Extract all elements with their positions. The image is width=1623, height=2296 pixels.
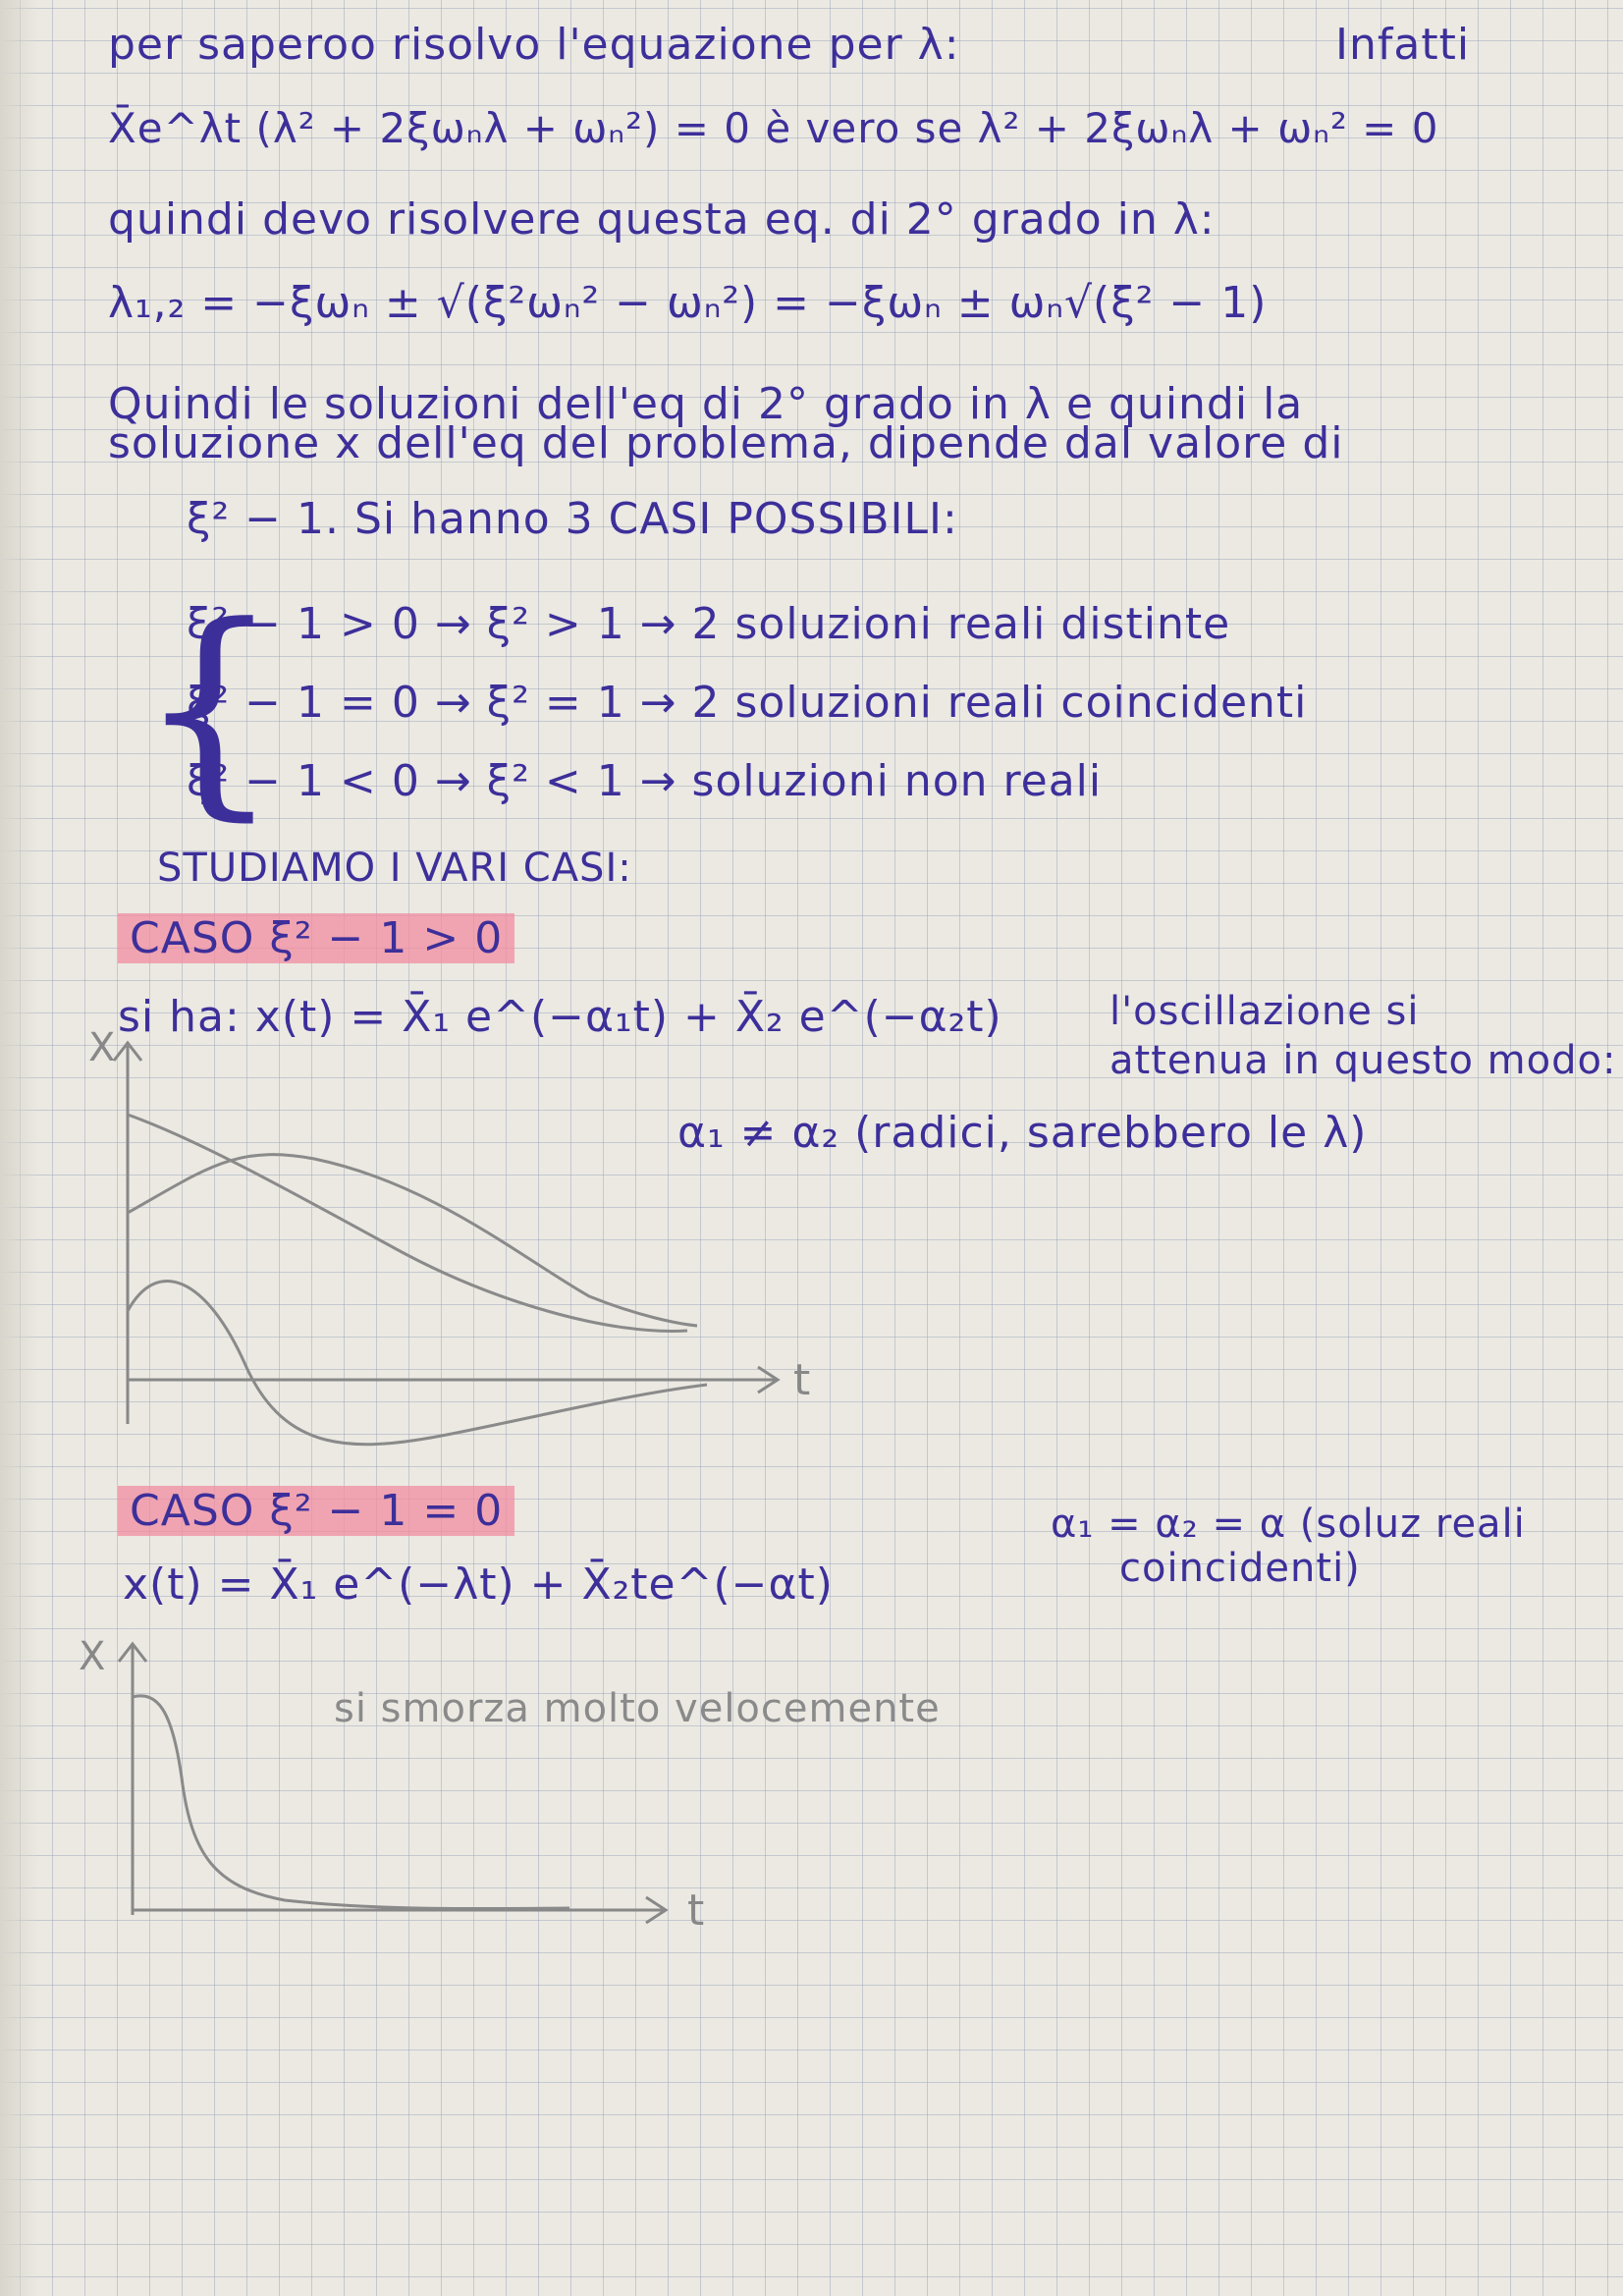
case-condition-2: ξ² − 1 = 0 → ξ² = 1 → 2 soluzioni reali coincidenti [187, 678, 1308, 728]
case1-title [118, 915, 514, 962]
case-condition-1: ξ² − 1 > 0 → ξ² > 1 → 2 soluzioni reali distinte [187, 599, 1231, 649]
section-heading: STUDIAMO I VARI CASI: [157, 846, 632, 891]
text-line-1b: Infatti [1335, 20, 1471, 70]
text-line-3: quindi devo risolvere questa eq. di 2° grado in λ: [108, 194, 1216, 245]
case1-note-1: l'oscillazione si [1109, 989, 1420, 1034]
cases-brace: { [137, 578, 282, 841]
case1-graph [59, 1021, 864, 1483]
case1-curve-2 [128, 1155, 697, 1326]
case1-x-label: t [793, 1355, 811, 1405]
case2-title [118, 1488, 514, 1535]
text-line-6: soluzione x dell'eq del problema, dipende dal valore di [108, 418, 1344, 468]
text-line-7: ξ² − 1. Si hanno 3 CASI POSSIBILI: [187, 494, 958, 544]
text-line-5: Quindi le soluzioni dell'eq di 2° grado in λ e quindi la [108, 379, 1304, 429]
case1-title-highlight: CASO ξ² − 1 > 0 [118, 913, 514, 963]
case2-note-2: coincidenti) [1119, 1546, 1361, 1591]
case2-title-highlight: CASO ξ² − 1 = 0 [118, 1486, 514, 1536]
case2-caption: si smorza molto velocemente [334, 1686, 941, 1731]
case1-curve-1 [128, 1115, 687, 1331]
case2-graph [59, 1630, 746, 1954]
case1-note-3: α₁ ≠ α₂ (radici, sarebbero le λ) [677, 1108, 1368, 1158]
case1-y-label: X [88, 1025, 116, 1070]
case1-formula: si ha: x(t) = X̄₁ e^(−α₁t) + X̄₂ e^(−α₂t) [118, 992, 1002, 1042]
case2-formula: x(t) = X̄₁ e^(−λt) + X̄₂te^(−αt) [123, 1559, 834, 1610]
text-line-1: per saperoo risolvo l'equazione per λ: [108, 20, 960, 70]
case2-x-label: t [687, 1886, 705, 1936]
text-line-4: λ₁,₂ = −ξωₙ ± √(ξ²ωₙ² − ωₙ²) = −ξωₙ ± ωₙ√(ξ² − 1) [108, 278, 1268, 328]
case1-note-2: attenua in questo modo: [1109, 1038, 1617, 1083]
text-line-2: X̄e^λt (λ² + 2ξωₙλ + ωₙ²) = 0 è vero se λ² + 2ξωₙλ + ωₙ² = 0 [108, 104, 1439, 152]
case-condition-3: ξ² − 1 < 0 → ξ² < 1 → soluzioni non reali [187, 756, 1103, 806]
case2-curve [133, 1696, 569, 1909]
page-binding-edge [0, 0, 39, 2296]
case2-y-label: X [79, 1634, 106, 1679]
case2-note-1: α₁ = α₂ = α (soluz reali [1051, 1502, 1526, 1547]
case1-curve-3 [128, 1281, 707, 1444]
